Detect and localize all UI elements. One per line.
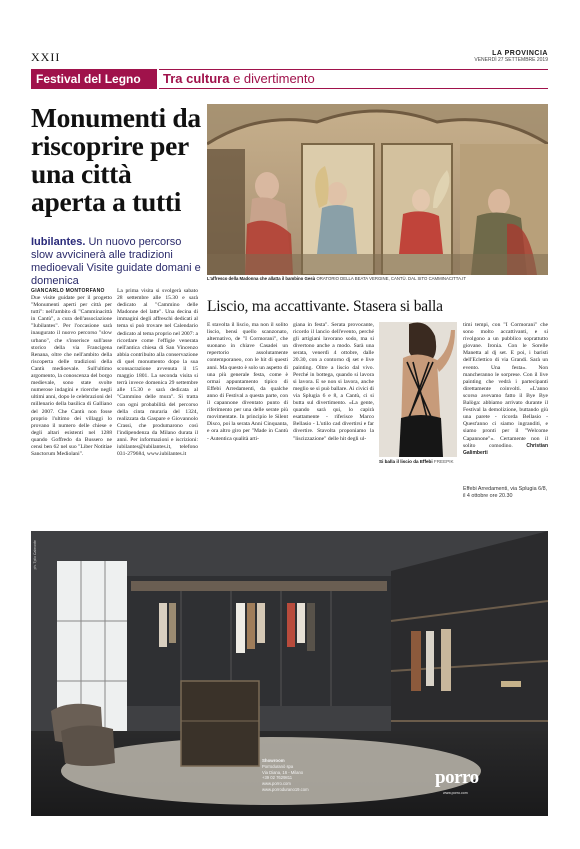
- ad-photo-credit: ph. Tpilo Calmonte: [33, 540, 37, 570]
- author-byline: GIANCARLO MONTORFANO: [31, 288, 105, 294]
- article2-column-2: giana in festa". Serata provocante, ricordo il lancio dell'evento, perché gli artigiani lavorano sodo, ma si divertono anche a modo. Sarà una serata, venerdì 4 ottobre, dalle 20.30, con a contorno dj set e live painting. Oltre a liscio dal vivo. Perché in bottega, quando si lavora si lavora. E se non si lavora, anche meglio se si può ballare. Ai civici di via Splugia 6 e 8, a Cantù, ci si butta sul divertimento. «La gente, quando sarà qui, lo capirà esattamente - riferisce Marco Bellasio - L'utilo cad divertirsi e far divertire. Stavolta proponiamo la "liscizzazione" delle hit degli ul-: [293, 322, 374, 442]
- article2-column-3: [380, 466, 458, 527]
- porro-url: www.porro.com: [443, 791, 468, 795]
- fresco-caption-text: L'affresco della Madonna che allatta il bambino Gesù: [207, 276, 316, 281]
- issue-date: VENERDÌ 27 SETTEMBRE 2019: [474, 57, 548, 63]
- subhead-lead: Iubilantes.: [31, 236, 86, 248]
- article2-signature: Christian Galimberti: [463, 442, 548, 456]
- showroom-title: Showroom: [262, 758, 285, 763]
- porro-logo: porro: [435, 767, 479, 788]
- brand-name: LA PROVINCIA: [492, 50, 548, 57]
- headline: Monumenti da riscoprire per una città aperta a tutti: [31, 102, 201, 217]
- dancer-caption: [379, 459, 459, 464]
- subhead-text: Un nuovo percorso slow avvicinerà alle tradizioni medioevali Visite guidate domani e domenica: [31, 236, 201, 287]
- dancer-photo: [379, 322, 457, 457]
- fresco-illustration: [207, 104, 548, 275]
- section-tag: Festival del Legno: [31, 69, 157, 89]
- dancer-caption-credit: FREEPIK: [433, 459, 454, 464]
- showroom-line: www.porrodurano19.com: [262, 786, 309, 792]
- article2-column-4-text: timi tempi, con "I Cormorani" che sono molto accattivanti, e si rivolgono a un pubblico soprattutto giovane. Ironia. Con le Sorelle Manetta al dj set. E poi, i baristi dell'Eclettico di via Grandi. Sarà un evento. Una festa». Non mancheranno le sorprese. Con il live painting che vedrà i partecipanti direttamente coinvolti. «L'anno scorso avevamo fatto il Bye Bye Balòga: abbiamo arrivato durante il Festival la demolizione, buttando giù una parete - ricorda Bellasio - Quest'anno ci siamo ingranditi, e siamo pronti per il "Welcome Capannone"». Certamente non il solito comodino.: [463, 322, 548, 449]
- fresco-caption-credit: ORATORIO DELLA BEATA VERGINE, CANTÙ. DAL SITO CAMMINACITTA.IT: [316, 276, 466, 281]
- section-title-rest: e divertimento: [233, 71, 315, 86]
- showroom-line: www.porro.com: [262, 781, 291, 787]
- article1-column-1: Due visite guidate per il progetto "Monumenti aperti per città per tutti": nell'ambito di "Camminacittà in Cantù", a cura dell'associazione "Iubilantes". Per l'occasione sarà inaugurato il nuovo percorso "slow urbano", che s'inserisce sull'asse storico della via Francigena Renana, oltre che nell'ambito della riscoperta delle tradizioni della Cantù medioevale. Sull'ultimo argomento, la conoscenza del borgo medievale, sono state svolte numerose indagini e ricerche negli ultimi anni, dopo le celebrazioni del millenario della basilica di Galliano del 2007. Che Cantù non fosse proprio l'ultimo dei villaggi lo provano il numero delle chiese e degli altari esistenti nel 1288 quando Goffredo da Bussero ne censì ben 62 nel suo "Liber Notitiae Sanctorum Mediolani".: [31, 295, 112, 458]
- dancer-caption-text: Si balla il liscio da Effebi: [379, 459, 433, 464]
- fresco-caption: [207, 276, 548, 281]
- showroom-info: [262, 758, 332, 793]
- section-bar: [31, 69, 548, 89]
- article2-column-1: È stavolta il liscio, ma non il solito liscio, bensì quello scanzonato, alternativo, de "I Cormorani", che suonano in chiave Casadei un repertorio assolutamente contemporaneo, con le hit di questi anni. Ma questo è solo un aspetto di una più generale festa, come è ormai appuntamento tipico di Effebi Arredamenti, da qualche anno di Festival a questa parte, con il capannone diventato punto di riferimento per una delle serate più movimentate. In principio le Silent Disco, poi la serata Anni Cinquanta, e ora altro giro per "Made in Cantù - Autentica qualità arti-: [207, 322, 288, 442]
- showroom-line: +39 02 7629811: [262, 775, 293, 781]
- page-number: XXII: [31, 50, 61, 64]
- showroom-line: Via Diana, 16 - Milano: [262, 769, 304, 775]
- dancer-illustration: [379, 322, 457, 457]
- fresco-photo: [207, 104, 548, 275]
- showroom-line: Porroduranò spa: [262, 763, 294, 769]
- subheadline: [31, 236, 203, 288]
- newspaper-brand: [474, 50, 548, 63]
- event-info-note: Effebi Arredamenti, via Splugia 6/8, il 4 ottobre ore 20.30: [463, 486, 548, 499]
- section-title-bold: Tra cultura: [163, 71, 230, 86]
- article2-column-4: [463, 322, 548, 482]
- section-title: [159, 69, 548, 89]
- article1-column-2: La prima visita si svolgerà sabato 28 settembre alle 15.30 e sarà dedicato al "Cammino delle Madonne del latte". Una decina di immagini degli affreschi dedicati al tema si può trovare nel Calendario dedicato al tema proprio nel 2007: a ricordare come l'effigie venerata nell'antica chiesa di San Vincenzo abbia contribuito alla conservazione di quel monumento dopo la sua sconsacrazione avvenuta il 15 maggio 1801. La seconda visita si terrà invece domenica 29 settembre alle 15.30 e sarà dedicata al "Cammino delle mura". Si tratta con ogni probabilità del percorso della cinta muraria del 1324, realizzata da Gaspare e Giovannolo Crassi, che produmarono così l'indipendenza da Milano durata il anni. Per informazioni e iscrizioni: iubilantes@iubilantes.it, telefono 031-279684, www.iubilantes.it: [117, 288, 198, 458]
- article2-title: Liscio, ma accattivante. Stasera si balla: [207, 298, 443, 315]
